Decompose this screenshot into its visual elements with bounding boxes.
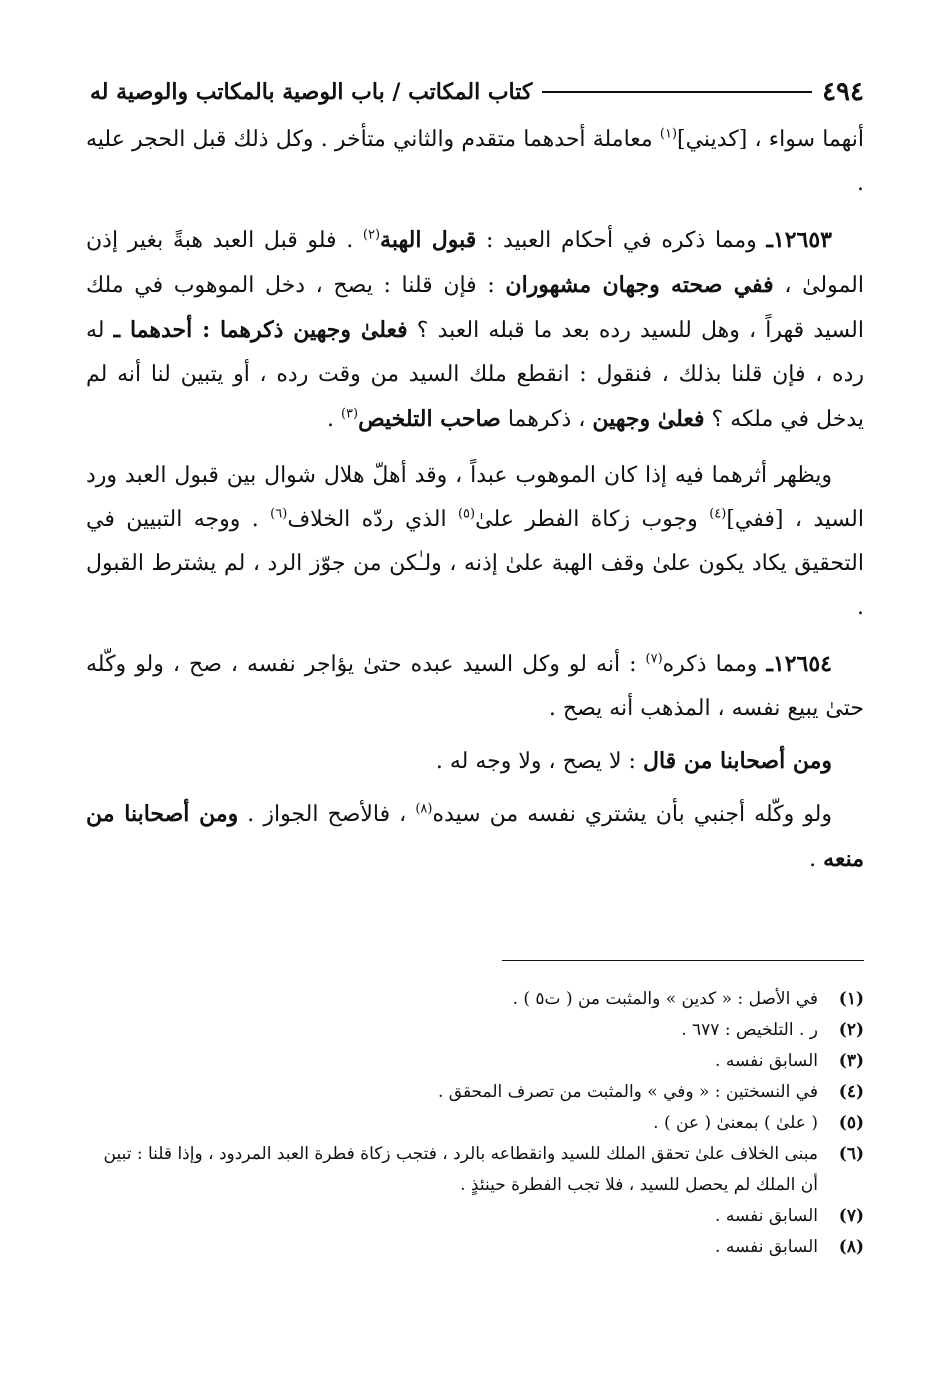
footnote-number: (٧) (838, 1206, 864, 1226)
paragraph-6 (86, 792, 864, 882)
paragraph-12654 (86, 642, 864, 731)
footnote-text: في النسختين : « وفي » والمثبت من تصرف المحقق . (437, 1082, 818, 1102)
text-run: . (809, 847, 824, 872)
issue-number: ١٢٦٥٣ـ (766, 227, 832, 253)
text-run: : فإن قلنا : يصح ، دخل الموهوب في ملك السيد قهراً ، وهل للسيد رده بعد ما قبله العبد ؟ (86, 273, 864, 343)
footnote-ref: (٣) (340, 406, 359, 422)
footnote-text: مبنى الخلاف علىٰ تحقق الملك للسيد وانقطاعه بالرد ، فتجب زكاة فطرة العبد المردود ، وإذا قلنا : تبين أن الملك لم يحصل للسيد ، فلا تجب الفطرة حينئذٍ . (103, 1144, 818, 1195)
footnote (86, 1077, 864, 1108)
text-run: له رده ، فإن قلنا بذلك ، فنقول : انقطع ملك السيد من وقت رده ، أو يتبين لنا أنه لم يدخل في ملكه ؟ (86, 318, 864, 432)
text-run: وجوب زكاة الفطر علىٰ (475, 507, 710, 532)
footnote-ref: (٤) (709, 506, 727, 522)
bold-term: ومن أصحابنا من منعه (86, 801, 864, 872)
footnote-text: السابق نفسه . (715, 1237, 818, 1257)
bold-term: فعلىٰ وجهين ذكرهما : أحدهما ـ (113, 317, 408, 343)
text-run: : أنه لو وكل السيد عبده حتىٰ يؤاجر نفسه ، صح ، ولو وكّله حتىٰ يبيع نفسه ، المذهب أنه يصح . (86, 652, 864, 721)
page-header (90, 72, 864, 112)
footnote-text: ر . التلخيص : ٦٧٧ . (681, 1020, 818, 1040)
issue-number: ١٢٦٥٤ـ (766, 651, 832, 677)
text-run: : لا يصح ، ولا وجه له . (435, 749, 643, 774)
footnote-number: (٥) (838, 1113, 864, 1133)
footnote-number: (٦) (838, 1144, 864, 1164)
footnote-number: (٤) (838, 1082, 864, 1102)
bold-term: فعلىٰ وجهين (592, 406, 705, 432)
running-title: كتاب المكاتب / باب الوصية بالمكاتب والوصية له (90, 79, 533, 105)
paragraph-3 (86, 454, 864, 630)
text-run: . (326, 407, 341, 432)
body-text (86, 118, 864, 890)
text-run: ومما ذكره في أحكام العبيد : (476, 228, 767, 253)
footnote-ref: (١) (659, 126, 678, 142)
footnote (86, 1232, 864, 1263)
paragraph-1 (86, 118, 864, 206)
text-run: ويظهر أثرهما فيه إذا كان الموهوب عبداً ، وقد أهلّ هلال شوال بين قبول العبد ورد السيد ، [ففي] (86, 463, 864, 532)
footnote-number: (٢) (838, 1020, 864, 1040)
footnote-divider (502, 960, 864, 961)
footnote-text: السابق نفسه . (715, 1051, 818, 1071)
footnote-ref: (٦) (270, 506, 288, 522)
text-run: ، فالأصح الجواز . (238, 802, 416, 827)
footnote-ref: (٨) (415, 801, 433, 817)
bold-term: صاحب التلخيص (358, 406, 501, 432)
footnote-number: (٨) (838, 1237, 864, 1257)
footnote-ref: (٧) (645, 651, 663, 667)
text-run: معاملة أحدهما متقدم والثاني متأخر . وكل ذلك قبل الحجر عليه . (86, 127, 864, 196)
bold-term: قبول الهبة (380, 227, 477, 253)
footnote (86, 1015, 864, 1046)
text-run: ، ذكرهما (500, 407, 593, 432)
paragraph-5 (86, 739, 864, 784)
footnote (86, 1046, 864, 1077)
footnote (86, 1139, 864, 1201)
paragraph-12653 (86, 218, 864, 442)
footnote-number: (١) (838, 989, 864, 1009)
text-run: . فلو قبل العبد هبةً بغير إذن المولىٰ ، (86, 228, 865, 298)
footnote-text: ( علىٰ ) بمعنىٰ ( عن ) . (653, 1113, 818, 1133)
text-run: ولو وكّله أجنبي بأن يشتري نفسه من سيده (432, 802, 833, 827)
page-number: ٤٩٤ (822, 77, 864, 107)
bold-term: ومن أصحابنا من قال (642, 748, 832, 774)
bold-term: ففي صحته وجهان مشهوران (505, 272, 774, 298)
footnote-ref: (٥) (457, 506, 476, 522)
footnote-number: (٣) (838, 1051, 864, 1071)
text-run: . ووجه التبيين في التحقيق يكاد يكون علىٰ وقف الهبة علىٰ إذنه ، ولـٰكن من جوّز الرد ، لم يشترط القبول . (86, 507, 864, 620)
header-rule (542, 91, 812, 93)
text-run: أنهما سواء ، [كديني] (677, 127, 864, 152)
text-run: ومما ذكره (662, 652, 767, 677)
footnote-ref: (٢) (362, 227, 381, 243)
footnotes (86, 984, 864, 1263)
footnote (86, 984, 864, 1015)
text-run: الذي ردّه الخلاف (287, 507, 458, 532)
footnote-text: في الأصل : « كدين » والمثبت من ( ت٥ ) . (512, 989, 818, 1009)
footnote-text: السابق نفسه . (715, 1206, 818, 1226)
footnote (86, 1201, 864, 1232)
footnote (86, 1108, 864, 1139)
